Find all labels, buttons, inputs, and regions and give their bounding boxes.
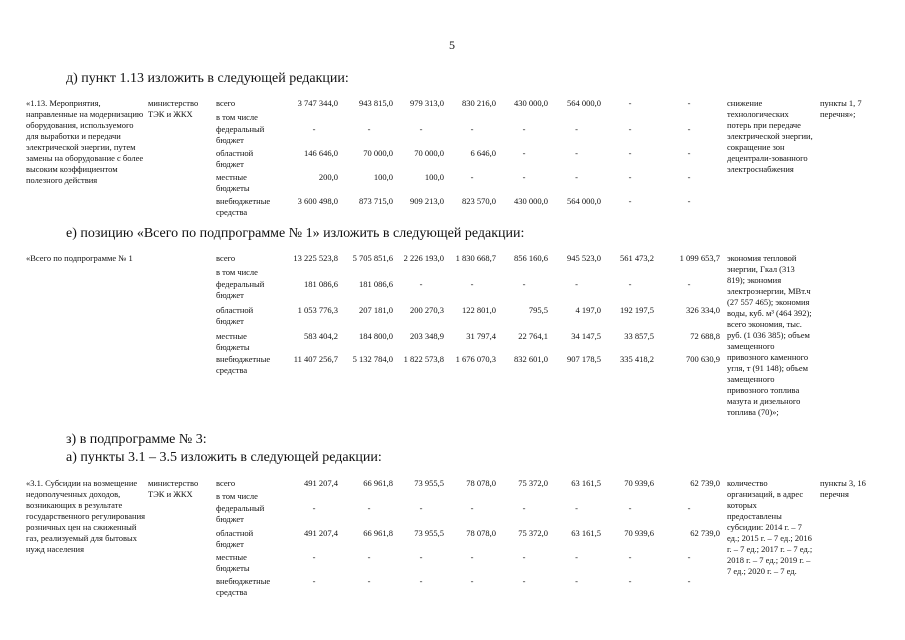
value-cell: 2 226 193,0 [403,253,444,263]
value-cell: 75 372,0 [518,528,548,538]
value-cell: - [522,148,526,158]
value-cell: - [628,196,632,206]
section-a-heading: а) пункты 3.1 – 3.5 изложить в следующей редакции: [66,450,382,465]
value-cell: - [687,124,691,134]
value-cell: 100,0 [424,172,444,182]
value-cell: - [687,279,691,289]
value-cell: 73 955,5 [414,528,444,538]
value-cell: - [470,552,474,562]
value-cell: 1 099 653,7 [679,253,720,263]
value-cell: 181 086,6 [304,279,338,289]
value-cell: 564 000,0 [567,98,601,108]
section-z-heading: з) в подпрограмме № 3: [66,432,207,447]
executor: министерство ТЭК и ЖКХ [148,478,199,499]
value-cell: - [312,552,316,562]
value-cell: - [470,576,474,586]
value-cell: 4 197,0 [575,305,601,315]
value-cell: - [687,576,691,586]
value-cell: - [687,172,691,182]
value-cell: 33 857,5 [624,331,654,341]
value-cell: 70 939,6 [624,478,654,488]
value-cell: - [575,576,578,586]
row-label: федеральный бюджет [216,124,265,145]
value-cell: - [367,503,371,513]
value-cell: - [470,172,474,182]
value-cell: - [628,552,632,562]
page-number: 5 [449,38,455,52]
row-label: в том числе [216,112,258,122]
value-cell: - [575,503,578,513]
value-cell: - [687,503,691,513]
value-cell: 200,0 [318,172,338,182]
value-cell: - [419,279,423,289]
value-cell: 943 815,0 [359,98,393,108]
value-cell: 1 053 776,3 [297,305,338,315]
expected-result: количество организаций, в адрес которых предоставлены субсидии: 2014 г. – 7 ед.; 2015 г. – 7 ед.; 2016 г. – 7 ед.; 2017 г. – 7 ед.; 2018 г. – 7 ед.; 2019 г. – 7 ед.; 2020 г. – 7 ед. [727,478,813,576]
value-cell: - [687,552,691,562]
value-cell: 78 078,0 [466,478,496,488]
value-cell: 72 688,8 [690,331,720,341]
value-cell: - [575,552,578,562]
value-cell: - [419,552,423,562]
value-cell: - [312,124,316,134]
value-cell: 335 418,2 [620,354,654,364]
value-cell: 66 961,8 [363,478,393,488]
list-items-ref: пункты 1, 7 перечня»; [820,98,862,119]
value-cell: 75 372,0 [518,478,548,488]
row-label: областной бюджет [216,305,254,326]
value-cell: - [687,148,691,158]
value-cell: 11 407 256,7 [293,354,338,364]
value-cell: 122 801,0 [462,305,496,315]
value-cell: 31 797,4 [466,331,496,341]
value-cell: 184 800,0 [359,331,393,341]
value-cell: 70 000,0 [414,148,444,158]
value-cell: 945 523,0 [567,253,601,263]
value-cell: - [470,124,474,134]
value-cell: 909 213,0 [410,196,444,206]
value-cell: 832 601,0 [514,354,548,364]
value-cell: 823 570,0 [462,196,496,206]
value-cell: 146 646,0 [304,148,338,158]
value-cell: 3 600 498,0 [297,196,338,206]
row-label: федеральный бюджет [216,279,265,300]
value-cell: 63 161,5 [571,478,601,488]
section-e-heading: е) позицию «Всего по подпрограмме № 1» изложить в следующей редакции: [66,226,525,241]
value-cell: - [628,279,632,289]
value-cell: - [575,172,578,182]
value-cell: - [575,279,578,289]
row-label: федеральный бюджет [216,503,265,524]
row-label: местные бюджеты [216,552,250,573]
value-cell: 62 739,0 [690,478,720,488]
value-cell: - [575,124,578,134]
value-cell: 430 000,0 [514,196,548,206]
value-cell: 1 830 668,7 [455,253,496,263]
expected-result: экономия тепловой энергии, Гкал (313 819); экономия электроэнергии, МВт.ч (27 557 465); экономия воды, куб. м³ (464 392); всего экономия, тыс. руб. (1 036 385); объем замещенного привозного каменного угля, т (91 148); объем замещенного привозного топлива мазута и дизельного топлива (70)»; [727,253,812,417]
value-cell: - [312,576,316,586]
value-cell: 326 334,0 [686,305,720,315]
value-cell: 856 160,6 [514,253,548,263]
value-cell: 1 822 573,8 [403,354,444,364]
value-cell: 5 705 851,6 [352,253,393,263]
row-label: областной бюджет [216,148,254,169]
value-cell: - [628,172,632,182]
value-cell: 13 225 523,8 [293,253,338,263]
value-cell: 70 000,0 [363,148,393,158]
executor: министерство ТЭК и ЖКХ [148,98,199,119]
value-cell: 70 939,6 [624,528,654,538]
value-cell: 873 715,0 [359,196,393,206]
row-label: в том числе [216,267,258,277]
value-cell: 203 348,9 [410,331,444,341]
value-cell: - [367,124,371,134]
value-cell: - [470,279,474,289]
value-cell: 192 197,5 [620,305,654,315]
row-label: внебюджетные средства [216,196,271,217]
row-label: областной бюджет [216,528,254,549]
value-cell: 430 000,0 [514,98,548,108]
value-cell: 907 178,5 [567,354,601,364]
value-cell: - [522,124,526,134]
row-label: всего [216,478,236,488]
value-cell: - [470,503,474,513]
section-d-heading: д) пункт 1.13 изложить в следующей редакции: [66,71,349,86]
value-cell: - [522,279,526,289]
value-cell: 63 161,5 [571,528,601,538]
value-cell: - [367,576,371,586]
value-cell: 62 739,0 [690,528,720,538]
value-cell: - [312,503,316,513]
value-cell: - [522,172,526,182]
value-cell: 979 313,0 [410,98,444,108]
value-cell: - [687,196,691,206]
total-name: «Всего по подпрограмме № 1 [26,253,133,263]
row-label: всего [216,253,236,263]
value-cell: 700 630,9 [686,354,720,364]
row-label: местные бюджеты [216,172,250,193]
value-cell: - [628,148,632,158]
row-label: внебюджетные средства [216,576,271,597]
value-cell: 3 747 344,0 [297,98,338,108]
value-cell: 5 132 784,0 [352,354,393,364]
value-cell: - [628,503,632,513]
value-cell: - [628,576,632,586]
row-label: местные бюджеты [216,331,250,352]
value-cell: 34 147,5 [571,331,601,341]
value-cell: - [419,503,423,513]
value-cell: 78 078,0 [466,528,496,538]
value-cell: - [419,124,423,134]
row-label: в том числе [216,491,258,501]
value-cell: 100,0 [373,172,393,182]
measure-name: «1.13. Мероприятия, направленные на модернизацию оборудования, используемого для выработки и передачи электрической энергии, путем замены на оборудование с более высоким коэффициентом полезного действия [26,98,144,185]
expected-result: снижение технологических потерь при передаче электрической энергии, сокращение зон децентрали-зованного электроснабжения [727,98,813,174]
value-cell: - [628,124,632,134]
row-label: внебюджетные средства [216,354,271,375]
list-items-ref: пункты 3, 16 перечня [820,478,866,499]
value-cell: - [367,552,371,562]
value-cell: 491 207,4 [304,478,338,488]
value-cell: 6 646,0 [470,148,496,158]
value-cell: 561 473,2 [620,253,654,263]
value-cell: - [419,576,423,586]
value-cell: - [575,148,578,158]
value-cell: 1 676 070,3 [455,354,496,364]
value-cell: - [687,98,691,108]
value-cell: 22 764,1 [518,331,548,341]
value-cell: - [522,503,526,513]
value-cell: 830 216,0 [462,98,496,108]
value-cell: 795,5 [528,305,548,315]
value-cell: - [522,576,526,586]
value-cell: - [628,98,632,108]
value-cell: 73 955,5 [414,478,444,488]
value-cell: - [522,552,526,562]
value-cell: 207 181,0 [359,305,393,315]
value-cell: 200 270,3 [410,305,444,315]
value-cell: 181 086,6 [359,279,393,289]
measure-name: «3.1. Субсидии на возмещение недополученных доходов, возникающих в результате государственного регулирования розничных цен на сжиженный газ, реализуемый для бытовых нужд населения [26,478,146,554]
row-label: всего [216,98,236,108]
value-cell: 66 961,8 [363,528,393,538]
value-cell: 491 207,4 [304,528,338,538]
value-cell: 583 404,2 [304,331,338,341]
value-cell: 564 000,0 [567,196,601,206]
